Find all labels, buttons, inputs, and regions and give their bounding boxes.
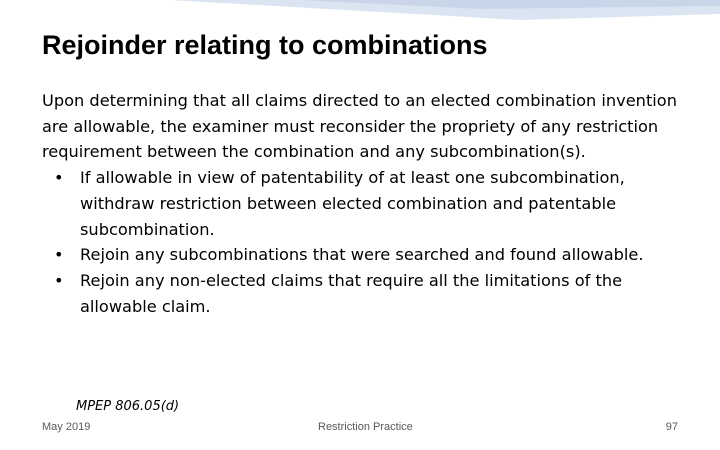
bullet-text: Rejoin any subcombinations that were searched and found allowable. [80, 245, 644, 265]
bullet-point-icon: • [54, 270, 64, 290]
intro-paragraph: Upon determining that all claims directed to an elected combination invention are allowable, the examiner must reconsider the propriety of any restriction requirement between the combination and any subcombination(s). [42, 91, 677, 162]
bullet-point-icon: • [54, 168, 64, 188]
footer-presentation-title: Restriction Practice [318, 421, 413, 433]
mpep-reference: MPEP 806.05(d) [76, 399, 180, 414]
footer-page-number: 97 [665, 421, 678, 433]
bullet-item [42, 165, 692, 242]
slide-title: Rejoinder relating to combinations [42, 30, 488, 60]
bullet-text: If allowable in view of patentability of at least one subcombination, withdraw restriction between elected combination and patentable subcombination. [80, 168, 625, 239]
bullet-item [42, 242, 692, 268]
footer-date: May 2019 [42, 421, 91, 433]
bullet-list [42, 165, 692, 319]
bullet-point-icon: • [54, 245, 64, 265]
slide-body [42, 88, 692, 319]
bullet-item [42, 268, 692, 319]
bullet-text: Rejoin any non-elected claims that require all the limitations of the allowable claim. [80, 270, 623, 316]
top-accent-band [0, 0, 720, 28]
